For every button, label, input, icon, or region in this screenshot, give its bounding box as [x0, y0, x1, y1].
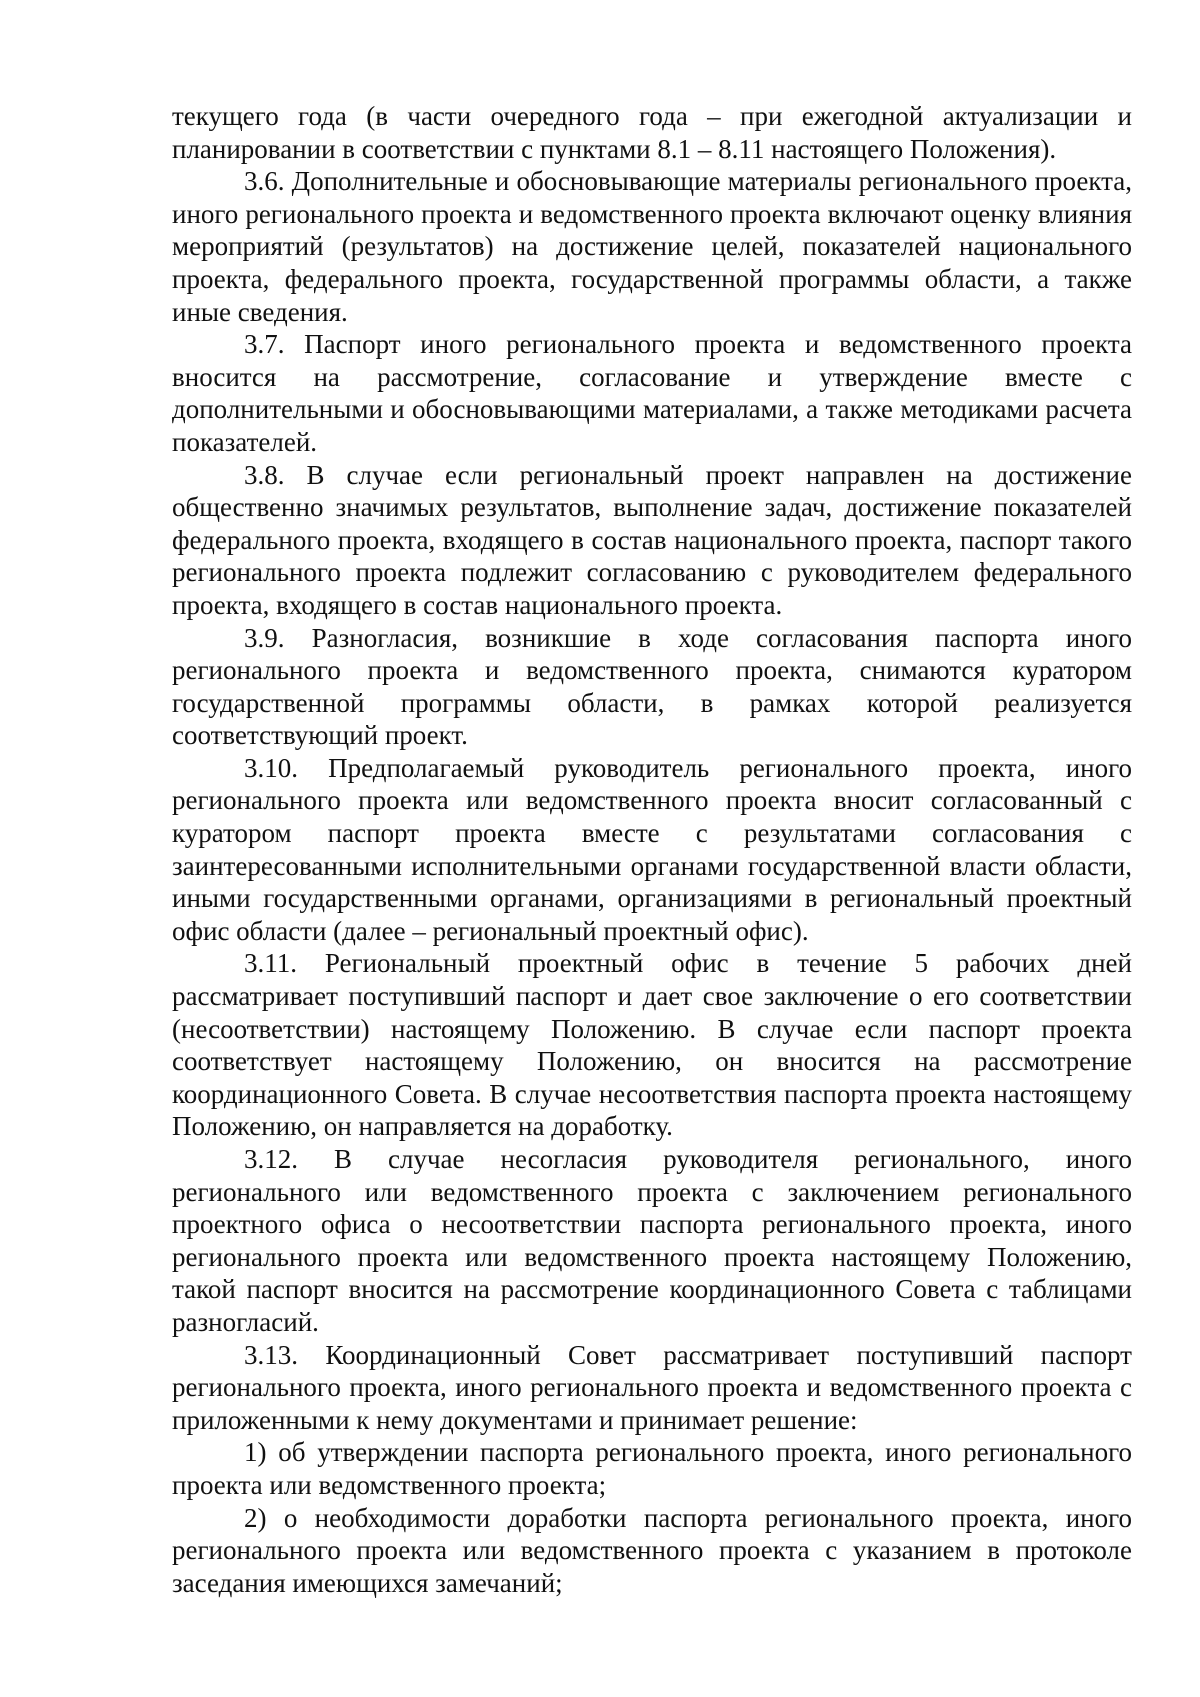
- paragraph-3-13: 3.13. Координационный Совет рассматривает поступивший паспорт регионального проекта, иного регионального проекта и ведомственного проекта с приложенными к нему документами и принимает решение:: [172, 1339, 1132, 1435]
- document-page: [172, 100, 1132, 1599]
- list-item-1: 1) об утверждении паспорта регионального проекта, иного регионального проекта или ведомственного проекта;: [172, 1437, 1132, 1500]
- paragraph-3-9: 3.9. Разногласия, возникшие в ходе согласования паспорта иного регионального проекта и ведомственного проекта, снимаются куратором государственной программы области, в рамках которой реализуется соответствующий проект.: [172, 622, 1132, 751]
- paragraph-3-11: 3.11. Региональный проектный офис в течение 5 рабочих дней рассматривает поступивший паспорт и дает свое заключение о его соответствии (несоответствии) настоящему Положению. В случае если паспорт проекта соответствует настоящему Положению, он вносится на рассмотрение координационного Совета. В случае несоответствия паспорта проекта настоящему Положению, он направляется на доработку.: [172, 948, 1132, 1142]
- paragraph-3-7: 3.7. Паспорт иного регионального проекта и ведомственного проекта вносится на рассмотрение, согласование и утверждение вместе с дополнительными и обосновывающими материалами, а также методиками расчета показателей.: [172, 329, 1132, 457]
- paragraph-3-8: 3.8. В случае если региональный проект направлен на достижение общественно значимых результатов, выполнение задач, достижение показателей федерального проекта, входящего в состав национального проекта, паспорт такого регионального проекта подлежит согласованию с руководителем федерального проекта, входящего в состав национального проекта.: [172, 459, 1132, 620]
- paragraph-continuation: текущего года (в части очередного года – при ежегодной актуализации и планировании в соответствии с пунктами 8.1 – 8.11 настоящего Положения).: [172, 101, 1132, 164]
- paragraph-3-12: 3.12. В случае несогласия руководителя регионального, иного регионального или ведомственного проекта с заключением регионального проектного офиса о несоответствии паспорта регионального проекта, иного регионального проекта или ведомственного проекта настоящему Положению, такой паспорт вносится на рассмотрение координационного Совета с таблицами разногласий.: [172, 1144, 1132, 1337]
- paragraph-3-6: 3.6. Дополнительные и обосновывающие материалы регионального проекта, иного регионального проекта и ведомственного проекта включают оценку влияния мероприятий (результатов) на достижение целей, показателей национального проекта, федерального проекта, государственной программы области, а также иные сведения.: [172, 166, 1132, 327]
- list-item-2: 2) о необходимости доработки паспорта регионального проекта, иного регионального проекта или ведомственного проекта с указанием в протоколе заседания имеющихся замечаний;: [172, 1502, 1132, 1598]
- paragraph-3-10: 3.10. Предполагаемый руководитель регионального проекта, иного регионального проекта или ведомственного проекта вносит согласованный с куратором паспорт проекта вместе с результатами согласования с заинтересованными исполнительными органами государственной власти области, иными государственными органами, организациями в региональный проектный офис области (далее – региональный проектный офис).: [172, 752, 1132, 946]
